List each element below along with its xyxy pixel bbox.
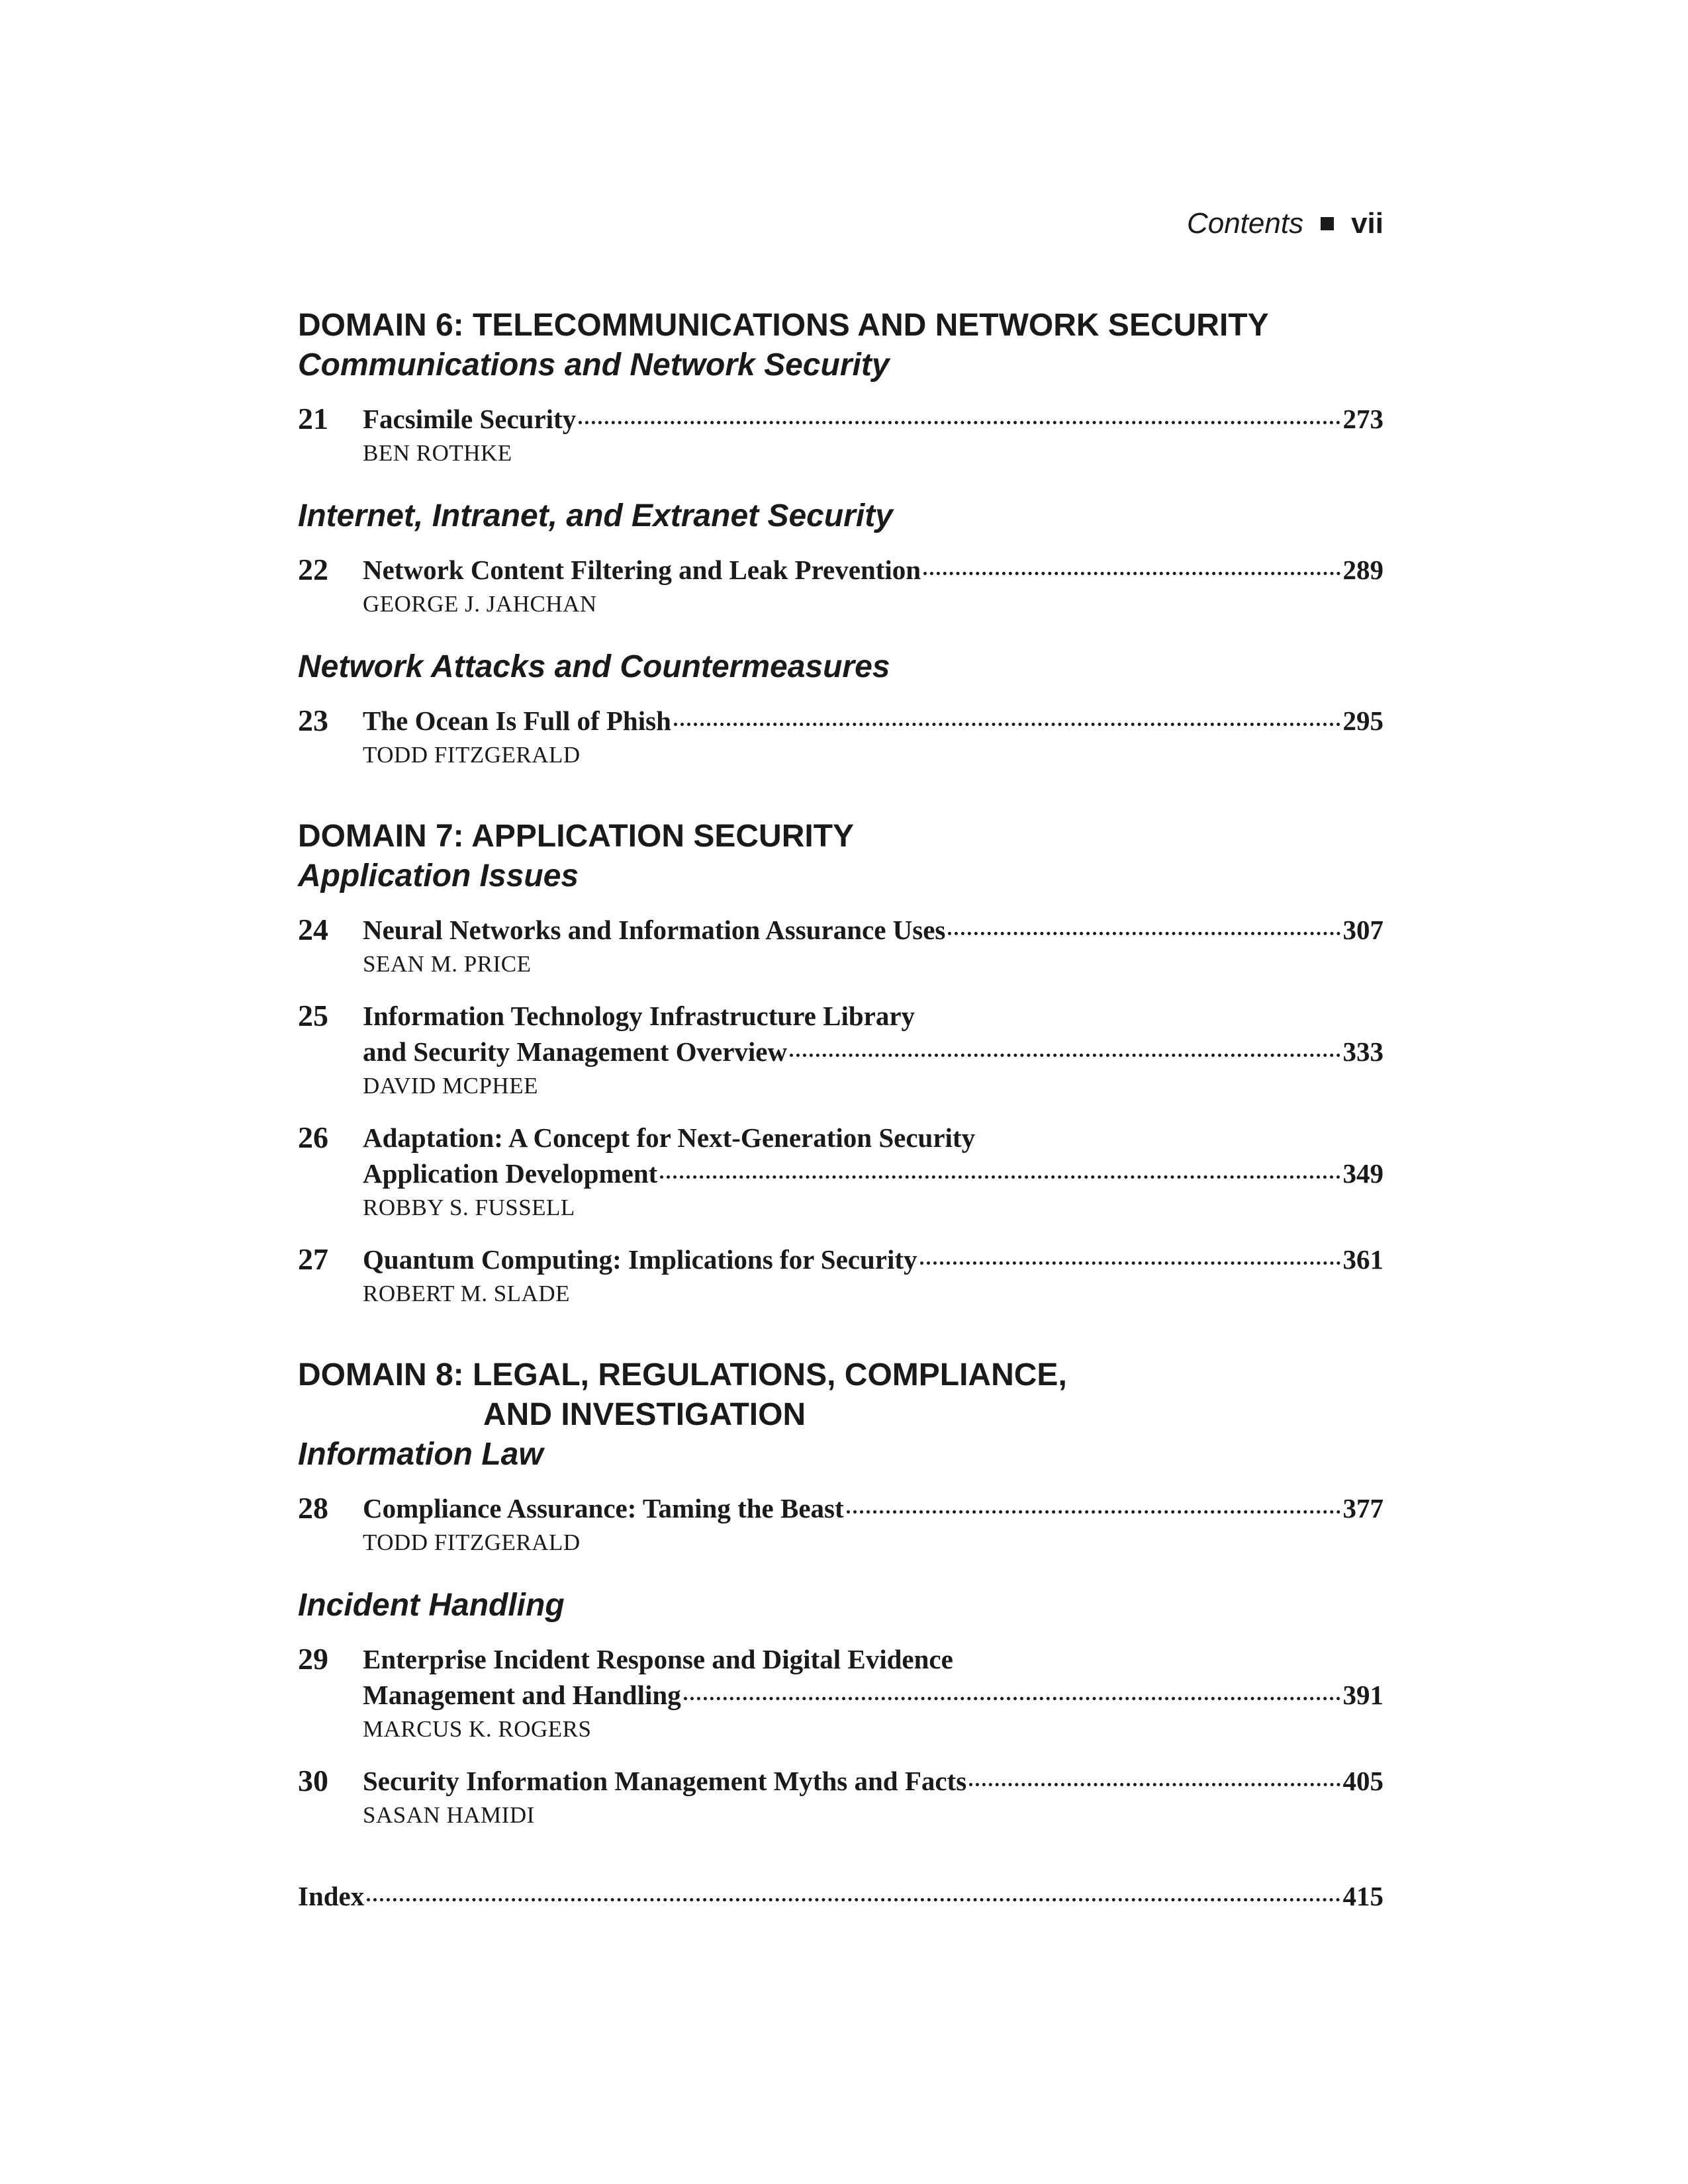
chapter-title-text: Quantum Computing: Implications for Security — [363, 1244, 917, 1275]
chapter-title-line — [363, 552, 1383, 588]
chapter-title-text: Management and Handling — [363, 1680, 681, 1710]
chapter-title-line — [363, 1156, 1383, 1191]
chapter-author: BEN ROTHKE — [363, 440, 512, 466]
domain-block — [298, 1355, 1383, 1832]
index-entry — [298, 1878, 1383, 1914]
toc-entry — [298, 998, 1383, 1103]
toc-entry — [298, 1120, 1383, 1224]
dot-leader — [920, 1261, 1340, 1265]
chapter-author: DAVID MCPHEE — [363, 1073, 538, 1099]
running-head — [1187, 205, 1383, 242]
domain-heading — [298, 817, 1383, 856]
toc-entry — [298, 1641, 1383, 1746]
page-number: 405 — [1342, 1766, 1383, 1796]
toc-entry-body — [363, 1763, 1383, 1832]
section-block — [298, 345, 1383, 470]
toc-entry-body — [363, 1242, 1383, 1310]
chapter-title-line — [363, 1677, 1383, 1713]
section-block — [298, 856, 1383, 1310]
chapter-title-text: Application Development — [363, 1158, 658, 1189]
page-number: 333 — [1342, 1036, 1383, 1067]
chapter-author: ROBBY S. FUSSELL — [363, 1195, 575, 1220]
section-heading: Information Law — [298, 1437, 543, 1472]
toc-entry-body — [363, 703, 1383, 772]
dot-leader — [790, 1054, 1340, 1057]
chapter-title-text: Network Content Filtering and Leak Prevention — [363, 555, 921, 585]
chapter-number: 26 — [298, 1120, 328, 1154]
chapter-title-text: Facsimile Security — [363, 404, 577, 434]
toc-entry-body — [363, 1120, 1383, 1224]
chapter-number: 23 — [298, 704, 328, 737]
domain-block — [298, 306, 1383, 772]
chapter-author: GEORGE J. JAHCHAN — [363, 591, 597, 617]
section-heading: Network Attacks and Countermeasures — [298, 649, 890, 684]
toc-entry-body — [363, 1641, 1383, 1746]
domain-heading-line: DOMAIN 6: TELECOMMUNICATIONS AND NETWORK SECURITY — [298, 308, 1269, 343]
table-of-contents — [298, 306, 1383, 1914]
page-folio: vii — [1351, 207, 1383, 240]
chapter-title-text: Neural Networks and Information Assurance Uses — [363, 915, 946, 945]
page-number: 295 — [1342, 705, 1383, 736]
section-heading: Internet, Intranet, and Extranet Security — [298, 498, 893, 533]
toc-entry — [298, 1763, 1383, 1832]
chapter-number: 27 — [298, 1242, 328, 1276]
domain-heading — [298, 1355, 1383, 1435]
page-number: 273 — [1342, 404, 1383, 434]
page-number: 307 — [1342, 915, 1383, 945]
dot-leader — [579, 421, 1340, 424]
domain-heading-line: DOMAIN 8: LEGAL, REGULATIONS, COMPLIANCE, — [298, 1357, 1067, 1392]
page-number: 289 — [1342, 555, 1383, 585]
chapter-author: TODD FITZGERALD — [363, 1529, 581, 1555]
toc-entry — [298, 401, 1383, 470]
section-block — [298, 1586, 1383, 1832]
chapter-author: SASAN HAMIDI — [363, 1802, 535, 1828]
page-number: 361 — [1342, 1244, 1383, 1275]
section-heading: Communications and Network Security — [298, 347, 890, 383]
chapter-number: 28 — [298, 1491, 328, 1525]
toc-entry — [298, 703, 1383, 772]
page-number: 391 — [1342, 1680, 1383, 1710]
dot-leader — [847, 1510, 1340, 1514]
chapter-title-text: Security Information Management Myths and Facts — [363, 1766, 967, 1796]
chapter-number: 22 — [298, 553, 328, 586]
domain-block — [298, 817, 1383, 1310]
chapter-number: 21 — [298, 402, 328, 435]
chapter-author: MARCUS K. ROGERS — [363, 1716, 592, 1742]
toc-entry — [298, 1242, 1383, 1310]
chapter-title-line — [363, 1763, 1383, 1799]
chapter-title-line — [363, 1034, 1383, 1069]
section-block — [298, 647, 1383, 772]
domain-heading-line: AND INVESTIGATION — [483, 1397, 806, 1432]
section-heading: Incident Handling — [298, 1588, 565, 1623]
chapter-title-line: Adaptation: A Concept for Next-Generation Security — [363, 1122, 976, 1153]
toc-entry — [298, 1490, 1383, 1559]
index-label: Index — [298, 1881, 365, 1911]
chapter-author: ROBERT M. SLADE — [363, 1281, 570, 1306]
running-head-title: Contents — [1186, 207, 1304, 240]
chapter-title-line — [363, 703, 1383, 739]
section-heading: Application Issues — [298, 858, 579, 893]
dot-leader — [923, 572, 1340, 575]
section-block — [298, 496, 1383, 621]
page-number: 377 — [1342, 1493, 1383, 1524]
chapter-author: SEAN M. PRICE — [363, 951, 532, 977]
dot-leader — [969, 1783, 1340, 1786]
chapter-title-line: Enterprise Incident Response and Digital Evidence — [363, 1644, 953, 1674]
chapter-title-line — [363, 912, 1383, 948]
chapter-title-text: The Ocean Is Full of Phish — [363, 705, 671, 736]
chapter-title-line — [363, 1242, 1383, 1277]
chapter-title-line — [363, 401, 1383, 437]
page-number: 415 — [1342, 1881, 1383, 1911]
dot-leader — [684, 1697, 1340, 1700]
toc-entry-body — [363, 912, 1383, 981]
toc-entry-body — [363, 401, 1383, 470]
chapter-number: 24 — [298, 913, 328, 946]
square-bullet-icon — [1321, 217, 1334, 230]
toc-entry — [298, 552, 1383, 621]
dot-leader — [948, 932, 1340, 935]
chapter-number: 29 — [298, 1642, 328, 1676]
domain-heading-line: DOMAIN 7: APPLICATION SECURITY — [298, 819, 855, 854]
domain-heading — [298, 306, 1383, 345]
toc-entry-body — [363, 998, 1383, 1103]
dot-leader — [674, 723, 1340, 726]
chapter-number: 25 — [298, 999, 328, 1032]
chapter-title-line: Information Technology Infrastructure Library — [363, 1001, 915, 1031]
chapter-title-line — [363, 1490, 1383, 1526]
dot-leader — [660, 1175, 1340, 1179]
toc-entry-body — [363, 552, 1383, 621]
chapter-author: TODD FITZGERALD — [363, 742, 581, 768]
toc-entry — [298, 912, 1383, 981]
section-block — [298, 1435, 1383, 1559]
chapter-title-text: and Security Management Overview — [363, 1036, 788, 1067]
chapter-number: 30 — [298, 1764, 328, 1797]
page-number: 349 — [1342, 1158, 1383, 1189]
chapter-title-text: Compliance Assurance: Taming the Beast — [363, 1493, 844, 1524]
toc-entry-body — [363, 1490, 1383, 1559]
dot-leader — [367, 1898, 1340, 1901]
